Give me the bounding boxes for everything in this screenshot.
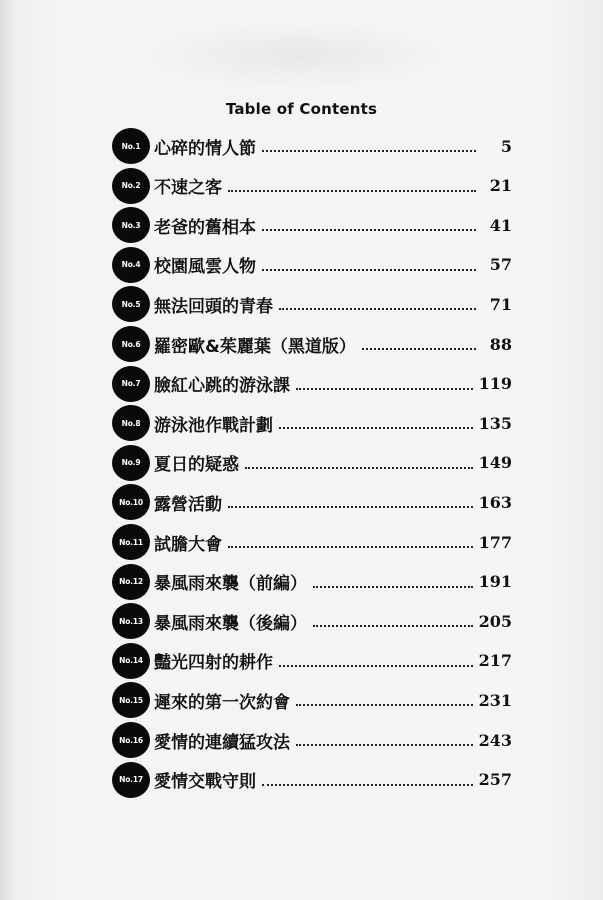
chapter-number-badge: No.7: [112, 366, 150, 402]
dot-leader: [262, 257, 476, 271]
chapter-title: 遲來的第一次約會: [154, 692, 290, 713]
bleed-through-shadow: [140, 20, 460, 90]
chapter-title: 無法回頭的青春: [154, 296, 273, 317]
chapter-title: 暴風雨來襲（前編）: [154, 574, 307, 595]
toc-entry: [112, 207, 512, 243]
chapter-number-badge: No.13: [112, 603, 150, 639]
dot-leader: [245, 455, 473, 469]
chapter-number-badge: No.2: [112, 168, 150, 204]
chapter-number-badge: No.9: [112, 445, 150, 481]
dot-leader: [228, 178, 476, 192]
page-number: 21: [489, 176, 512, 196]
chapter-title: 暴風雨來襲（後編）: [154, 613, 307, 634]
toc-entry: [112, 168, 512, 204]
toc-entry: [112, 286, 512, 322]
chapter-number-badge: No.17: [112, 762, 150, 798]
chapter-number-badge: No.1: [112, 128, 150, 164]
chapter-number-badge: No.10: [112, 484, 150, 520]
chapter-number-badge: No.16: [112, 722, 150, 758]
page-number: 177: [478, 532, 512, 552]
page-number: 88: [489, 334, 512, 354]
chapter-number-badge: No.12: [112, 564, 150, 600]
toc-entry: [112, 405, 512, 441]
page-number: 119: [478, 374, 512, 394]
dot-leader: [296, 692, 473, 706]
toc-entry: [112, 247, 512, 283]
toc-entry: [112, 128, 512, 164]
chapter-number-badge: No.5: [112, 286, 150, 322]
dot-leader: [279, 415, 473, 429]
chapter-title: 校園風雲人物: [154, 257, 256, 278]
chapter-title: 羅密歐&茱麗葉（黑道版）: [154, 336, 356, 357]
toc-title: Table of Contents: [225, 100, 378, 118]
dot-leader: [313, 613, 473, 627]
page-number: 5: [500, 136, 512, 156]
chapter-number-badge: No.8: [112, 405, 150, 441]
toc-entry: [112, 564, 512, 600]
page-number: 191: [478, 572, 512, 592]
page-number: 71: [489, 294, 512, 314]
toc-entry: [112, 326, 512, 362]
page-number: 135: [478, 413, 512, 433]
chapter-title: 臉紅心跳的游泳課: [154, 376, 290, 397]
chapter-number-badge: No.14: [112, 643, 150, 679]
chapter-title: 豔光四射的耕作: [154, 653, 273, 674]
page-number: 217: [478, 651, 512, 671]
chapter-number-badge: No.3: [112, 207, 150, 243]
dot-leader: [279, 653, 473, 667]
dot-leader: [362, 336, 476, 350]
page-number: 149: [478, 453, 512, 473]
chapter-title: 游泳池作戰計劃: [154, 415, 273, 436]
chapter-title: 心碎的情人節: [154, 138, 256, 159]
chapter-title: 老爸的舊相本: [154, 217, 256, 238]
chapter-title: 愛情交戰守則: [154, 772, 256, 793]
dot-leader: [262, 138, 476, 152]
toc-entry: [112, 603, 512, 639]
chapter-title: 不速之客: [154, 178, 222, 199]
page-number: 243: [478, 730, 512, 750]
toc-entry: [112, 682, 512, 718]
dot-leader: [228, 494, 473, 508]
chapter-title: 露營活動: [154, 494, 222, 515]
page-number: 231: [478, 690, 512, 710]
page-number: 205: [478, 611, 512, 631]
toc-entry: [112, 366, 512, 402]
chapter-number-badge: No.4: [112, 247, 150, 283]
dot-leader: [262, 772, 473, 786]
dot-leader: [228, 534, 473, 548]
chapter-number-badge: No.15: [112, 682, 150, 718]
dot-leader: [296, 732, 473, 746]
chapter-title: 愛情的連續猛攻法: [154, 732, 290, 753]
chapter-number-badge: No.6: [112, 326, 150, 362]
toc-entry: [112, 722, 512, 758]
page-number: 57: [489, 255, 512, 275]
dot-leader: [313, 574, 473, 588]
page-number: 41: [489, 215, 512, 235]
dot-leader: [296, 376, 473, 390]
toc-entry: [112, 445, 512, 481]
chapter-title: 試膽大會: [154, 534, 222, 555]
toc-entry: [112, 484, 512, 520]
toc-entry: [112, 643, 512, 679]
page-number: 257: [478, 770, 512, 790]
page-number: 163: [478, 492, 512, 512]
dot-leader: [279, 296, 476, 310]
chapter-title: 夏日的疑惑: [154, 455, 239, 476]
dot-leader: [262, 217, 476, 231]
toc-entry: [112, 524, 512, 560]
toc-entry: [112, 762, 512, 798]
chapter-number-badge: No.11: [112, 524, 150, 560]
